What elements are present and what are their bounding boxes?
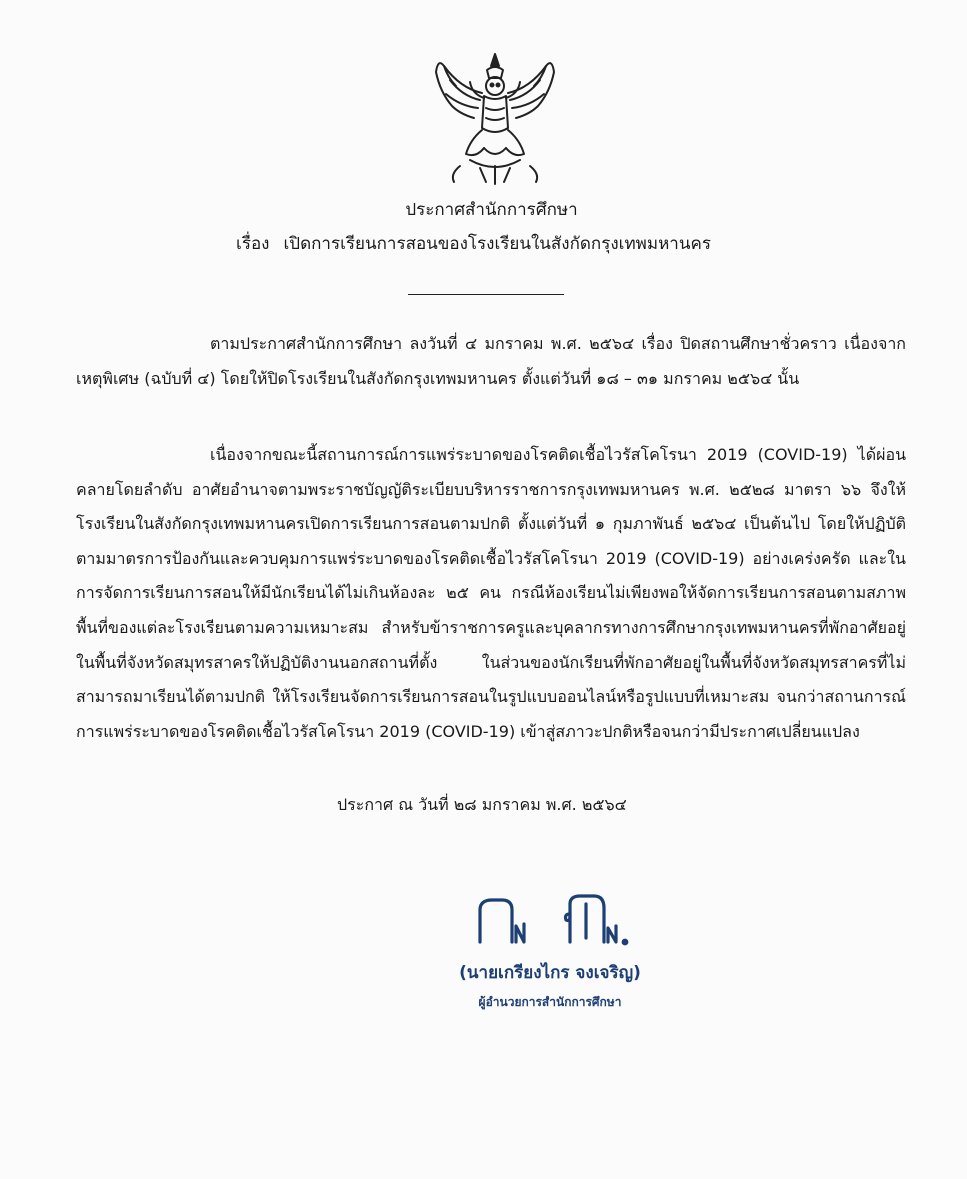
signatory-title: ผู้อำนวยการสำนักการศึกษา [478,995,622,1009]
subject-label: เรื่อง [236,234,270,254]
announcement-title: ประกาศสำนักการศึกษา [405,200,578,220]
garuda-emblem-icon [430,48,560,188]
paragraph-announcement: เนื่องจากขณะนี้สถานการณ์การแพร่ระบาดของโรคติดเชื้อไวรัสโคโรนา 2019 (COVID-19) ได้ผ่อนคลายโดยลำดับ อาศัยอำนาจตามพระราชบัญญัติระเบียบบริหารราชการกรุงเทพมหานคร พ.ศ. ๒๕๒๘ มาตรา ๖๖ จึงให้โรงเรียนในสังกัดกรุงเทพมหานครเปิดการเรียนการสอนตามปกติ ตั้งแต่วันที่ ๑ กุมภาพันธ์ ๒๕๖๔ เป็นต้นไป โดยให้ปฏิบัติตามมาตรการป้องกันและควบคุมการแพร่ระบาดของโรคติดเชื้อไวรัสโคโรนา 2019 (COVID-19) อย่างเคร่งครัด และในการจัดการเรียนการสอนให้มีนักเรียนได้ไม่เกินห้องละ ๒๕ คน กรณีห้องเรียนไม่เพียงพอให้จัดการเรียนการสอนตามสภาพพื้นที่ของแต่ละโรงเรียนตามความเหมาะสม สำหรับข้าราชการครูและบุคลากรทางการศึกษากรุงเทพมหานครที่พักอาศัยอยู่ในพื้นที่จังหวัดสมุทรสาครให้ปฏิบัติงานนอกสถานที่ตั้ง ในส่วนของนักเรียนที่พักอาศัยอยู่ในพื้นที่จังหวัดสมุทรสาครที่ไม่สามารถมาเรียนได้ตามปกติ ให้โรงเรียนจัดการเรียนการสอนในรูปแบบออนไลน์หรือรูปแบบที่เหมาะสม จนกว่าสถานการณ์การแพร่ระบาดของโรคติดเชื้อไวรัสโคโรนา 2019 (COVID-19) เข้าสู่สภาวะปกติหรือจนกว่ามีประกาศเปลี่ยนแปลง [76,445,906,741]
announcement-subject [0,233,957,255]
handwritten-signature [470,892,645,954]
divider [408,294,564,295]
announcement-date: ประกาศ ณ วันที่ ๒๘ มกราคม พ.ศ. ๒๕๖๔ [337,795,627,814]
signatory-name: (นายเกรียงไกร จงเจริญ) [459,963,641,983]
subject-text: เปิดการเรียนการสอนของโรงเรียนในสังกัดกรุงเทพมหานคร [283,234,711,254]
paragraph-reference: ตามประกาศสำนักการศึกษา ลงวันที่ ๔ มกราคม พ.ศ. ๒๕๖๔ เรื่อง ปิดสถานศึกษาชั่วคราว เนื่องจากเหตุพิเศษ (ฉบับที่ ๔) โดยให้ปิดโรงเรียนในสังกัดกรุงเทพมหานคร ตั้งแต่วันที่ ๑๘ – ๓๑ มกราคม ๒๕๖๔ นั้น [76,334,906,388]
